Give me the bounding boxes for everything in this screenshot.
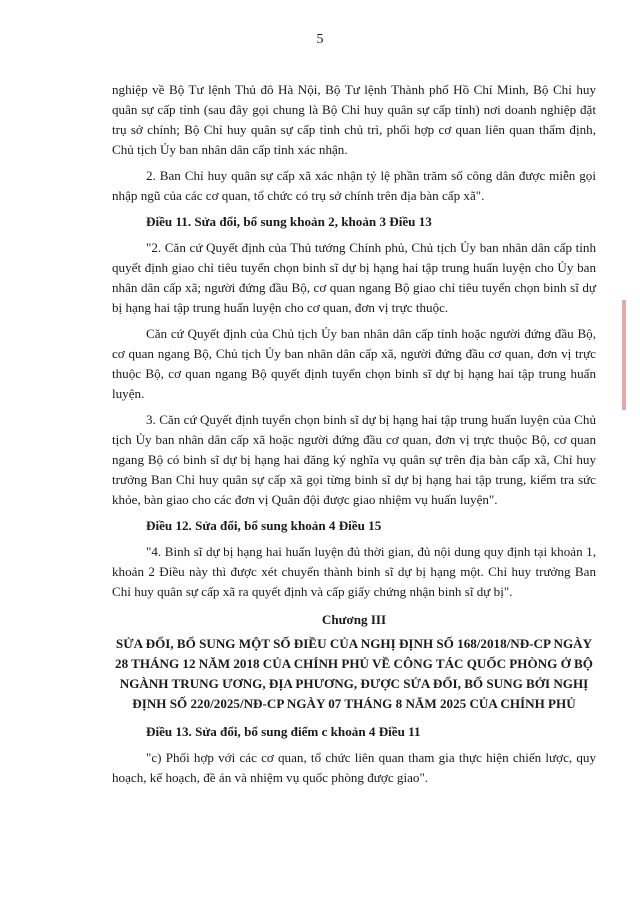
paragraph: "c) Phối hợp với các cơ quan, tổ chức liên quan tham gia thực hiện chiến lược, quy hoạch, kế hoạch, đề án và nhiệm vụ quốc phòng được giao". [112, 750, 596, 785]
article-heading: Điều 11. Sửa đổi, bổ sung khoản 2, khoản 3 Điều 13 [146, 214, 432, 229]
chapter-title: SỬA ĐỔI, BỔ SUNG MỘT SỐ ĐIỀU CỦA NGHỊ ĐỊNH SỐ 168/2018/NĐ-CP NGÀY 28 THÁNG 12 NĂM 2018 CỦA CHÍNH PHỦ VỀ CÔNG TÁC QUỐC PHÒNG Ở BỘ NGÀNH TRUNG ƯƠNG, ĐỊA PHƯƠNG, ĐƯỢC SỬA ĐỔI, BỔ SUNG BỞI NGHỊ ĐỊNH SỐ 220/2025/NĐ-CP NGÀY 07 THÁNG 8 NĂM 2025 CỦA CHÍNH PHỦ [115, 636, 593, 711]
paragraph: Căn cứ Quyết định của Chủ tịch Ủy ban nhân dân cấp tỉnh hoặc người đứng đầu Bộ, cơ quan ngang Bộ, Chủ tịch Ủy ban nhân dân cấp xã, người đứng đầu cơ quan, đơn vị trực thuộc Bộ, cơ quan ngang Bộ quyết định tuyển chọn binh sĩ dự bị hạng hai tập trung huấn luyện. [112, 326, 596, 401]
paragraph: nghiệp về Bộ Tư lệnh Thủ đô Hà Nội, Bộ Tư lệnh Thành phố Hồ Chí Minh, Bộ Chỉ huy quân sự cấp tỉnh (sau đây gọi chung là Bộ Chỉ huy quân sự cấp tỉnh) nơi doanh nghiệp đặt trụ sở chính; Bộ Chỉ huy quân sự cấp tỉnh chủ trì, phối hợp cơ quan liên quan thẩm định, Chủ tịch Ủy ban nhân dân cấp tỉnh xác nhận. [112, 82, 596, 157]
paragraph: 2. Ban Chỉ huy quân sự cấp xã xác nhận tỷ lệ phần trăm số công dân được miễn gọi nhập ngũ của các cơ quan, tổ chức có trụ sở chính trên địa bàn cấp xã". [112, 168, 596, 203]
document-body [112, 80, 596, 788]
page-number: 5 [316, 32, 324, 47]
paragraph: 3. Căn cứ Quyết định tuyển chọn binh sĩ dự bị hạng hai tập trung huấn luyện của Chủ tịch Ủy ban nhân dân cấp xã hoặc người đứng đầu cơ quan, đơn vị trực thuộc Bộ, cơ quan ngang Bộ có binh sĩ dự bị hạng hai đăng ký nghĩa vụ quân sự trên địa bàn cấp xã, Chỉ huy trưởng Ban Chỉ huy quân sự cấp xã gọi từng binh sĩ dự bị hạng hai tập trung, kiểm tra sức khỏe, bàn giao cho các đơn vị Quân đội được giao nhiệm vụ huấn luyện". [112, 412, 596, 507]
chapter-label: Chương III [321, 612, 387, 627]
paragraph: "4. Binh sĩ dự bị hạng hai huấn luyện đủ thời gian, đủ nội dung quy định tại khoản 1, khoản 2 Điều này thì được xét chuyển thành binh sĩ dự bị hạng một. Chỉ huy trưởng Ban Chỉ huy quân sự cấp xã ra quyết định và cấp giấy chứng nhận binh sĩ dự bị". [112, 544, 596, 599]
paragraph: "2. Căn cứ Quyết định của Thủ tướng Chính phủ, Chủ tịch Ủy ban nhân dân cấp tỉnh quyết định giao chỉ tiêu tuyển chọn binh sĩ dự bị hạng hai tập trung huấn luyện cho Ủy ban nhân dân cấp xã; người đứng đầu Bộ, cơ quan ngang Bộ giao chỉ tiêu tuyển chọn binh sĩ dự bị hạng hai tập trung huấn luyện cho cơ quan, đơn vị trực thuộc. [112, 240, 596, 315]
margin-stamp-mark [622, 300, 626, 410]
article-heading: Điều 13. Sửa đổi, bổ sung điểm c khoản 4 Điều 11 [146, 724, 421, 739]
article-heading: Điều 12. Sửa đổi, bổ sung khoản 4 Điều 15 [146, 518, 382, 533]
